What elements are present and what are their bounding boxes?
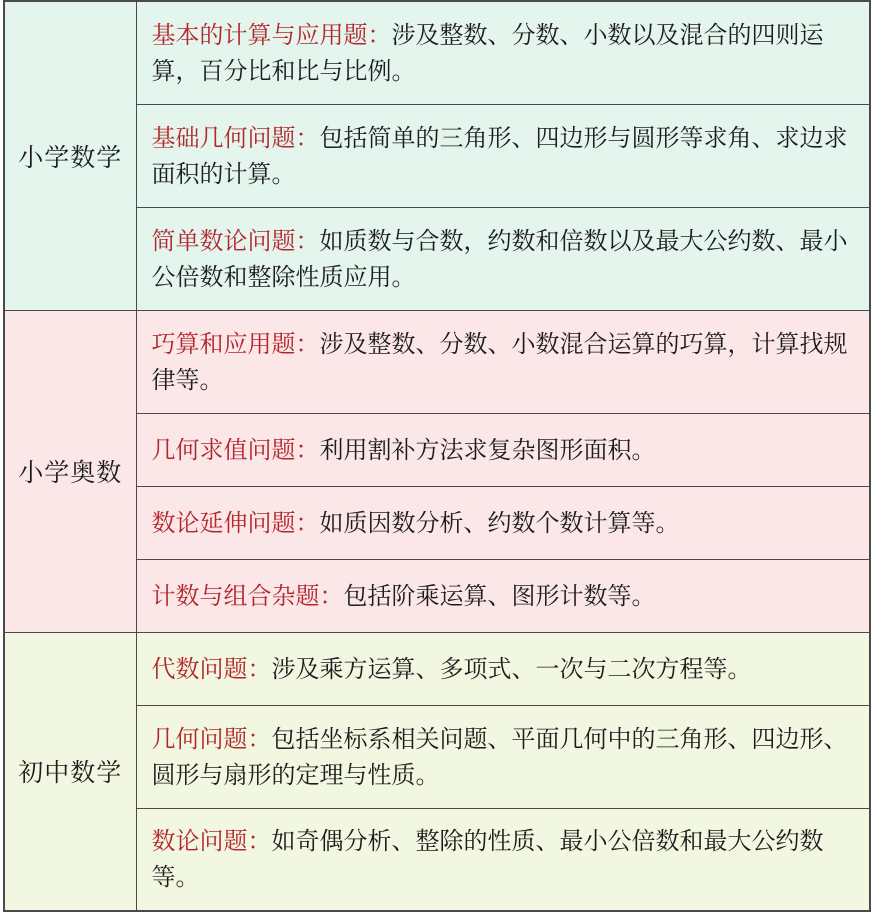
topic-term: 基本的计算与应用题： [151,20,392,49]
topic-cell [136,1,870,104]
category-label-primary-math: 小学数学 [4,1,136,310]
topic-description: 涉及乘方运算、多项式、一次与二次方程等。 [271,654,752,683]
topic-term: 几何求值问题： [151,435,320,464]
topic-cell [136,808,870,911]
topic-term: 代数问题： [151,654,272,683]
topic-term: 几何问题： [151,724,272,753]
topic-description: 包括简单的三角形、四边形与圆形等求角、求边求面积的计算。 [151,123,848,188]
table-row [4,1,870,104]
topic-term: 数论延伸问题： [151,508,320,537]
topic-cell [136,104,870,207]
topic-description: 利用割补方法求复杂图形面积。 [319,435,656,464]
math-topics-table [3,0,871,912]
topic-term: 巧算和应用题： [151,329,320,358]
topic-description: 涉及整数、分数、小数混合运算的巧算，计算找规律等。 [151,329,848,394]
topic-cell [136,413,870,486]
topic-description: 包括坐标系相关问题、平面几何中的三角形、四边形、圆形与扇形的定理与性质。 [151,724,848,789]
topic-cell [136,207,870,310]
topic-term: 数论问题： [151,827,272,856]
table-row [4,310,870,413]
topic-description: 如质因数分析、约数个数计算等。 [319,508,680,537]
topic-cell [136,486,870,559]
topic-description: 涉及整数、分数、小数以及混合的四则运算，百分比和比与比例。 [151,20,824,85]
topic-description: 如质数与合数，约数和倍数以及最大公约数、最小公倍数和整除性质应用。 [151,226,848,291]
topic-description: 如奇偶分析、整除的性质、最小公倍数和最大公约数等。 [151,827,824,892]
topic-cell [136,632,870,705]
topic-description: 包括阶乘运算、图形计数等。 [343,581,656,610]
topic-cell [136,705,870,808]
topic-cell [136,310,870,413]
category-label-middle-school-math: 初中数学 [4,632,136,911]
topic-term: 基础几何问题： [151,123,320,152]
topic-term: 简单数论问题： [151,226,320,255]
category-label-primary-olympiad: 小学奥数 [4,310,136,632]
topic-term: 计数与组合杂题： [151,581,344,610]
table-row [4,632,870,705]
topic-cell [136,559,870,632]
